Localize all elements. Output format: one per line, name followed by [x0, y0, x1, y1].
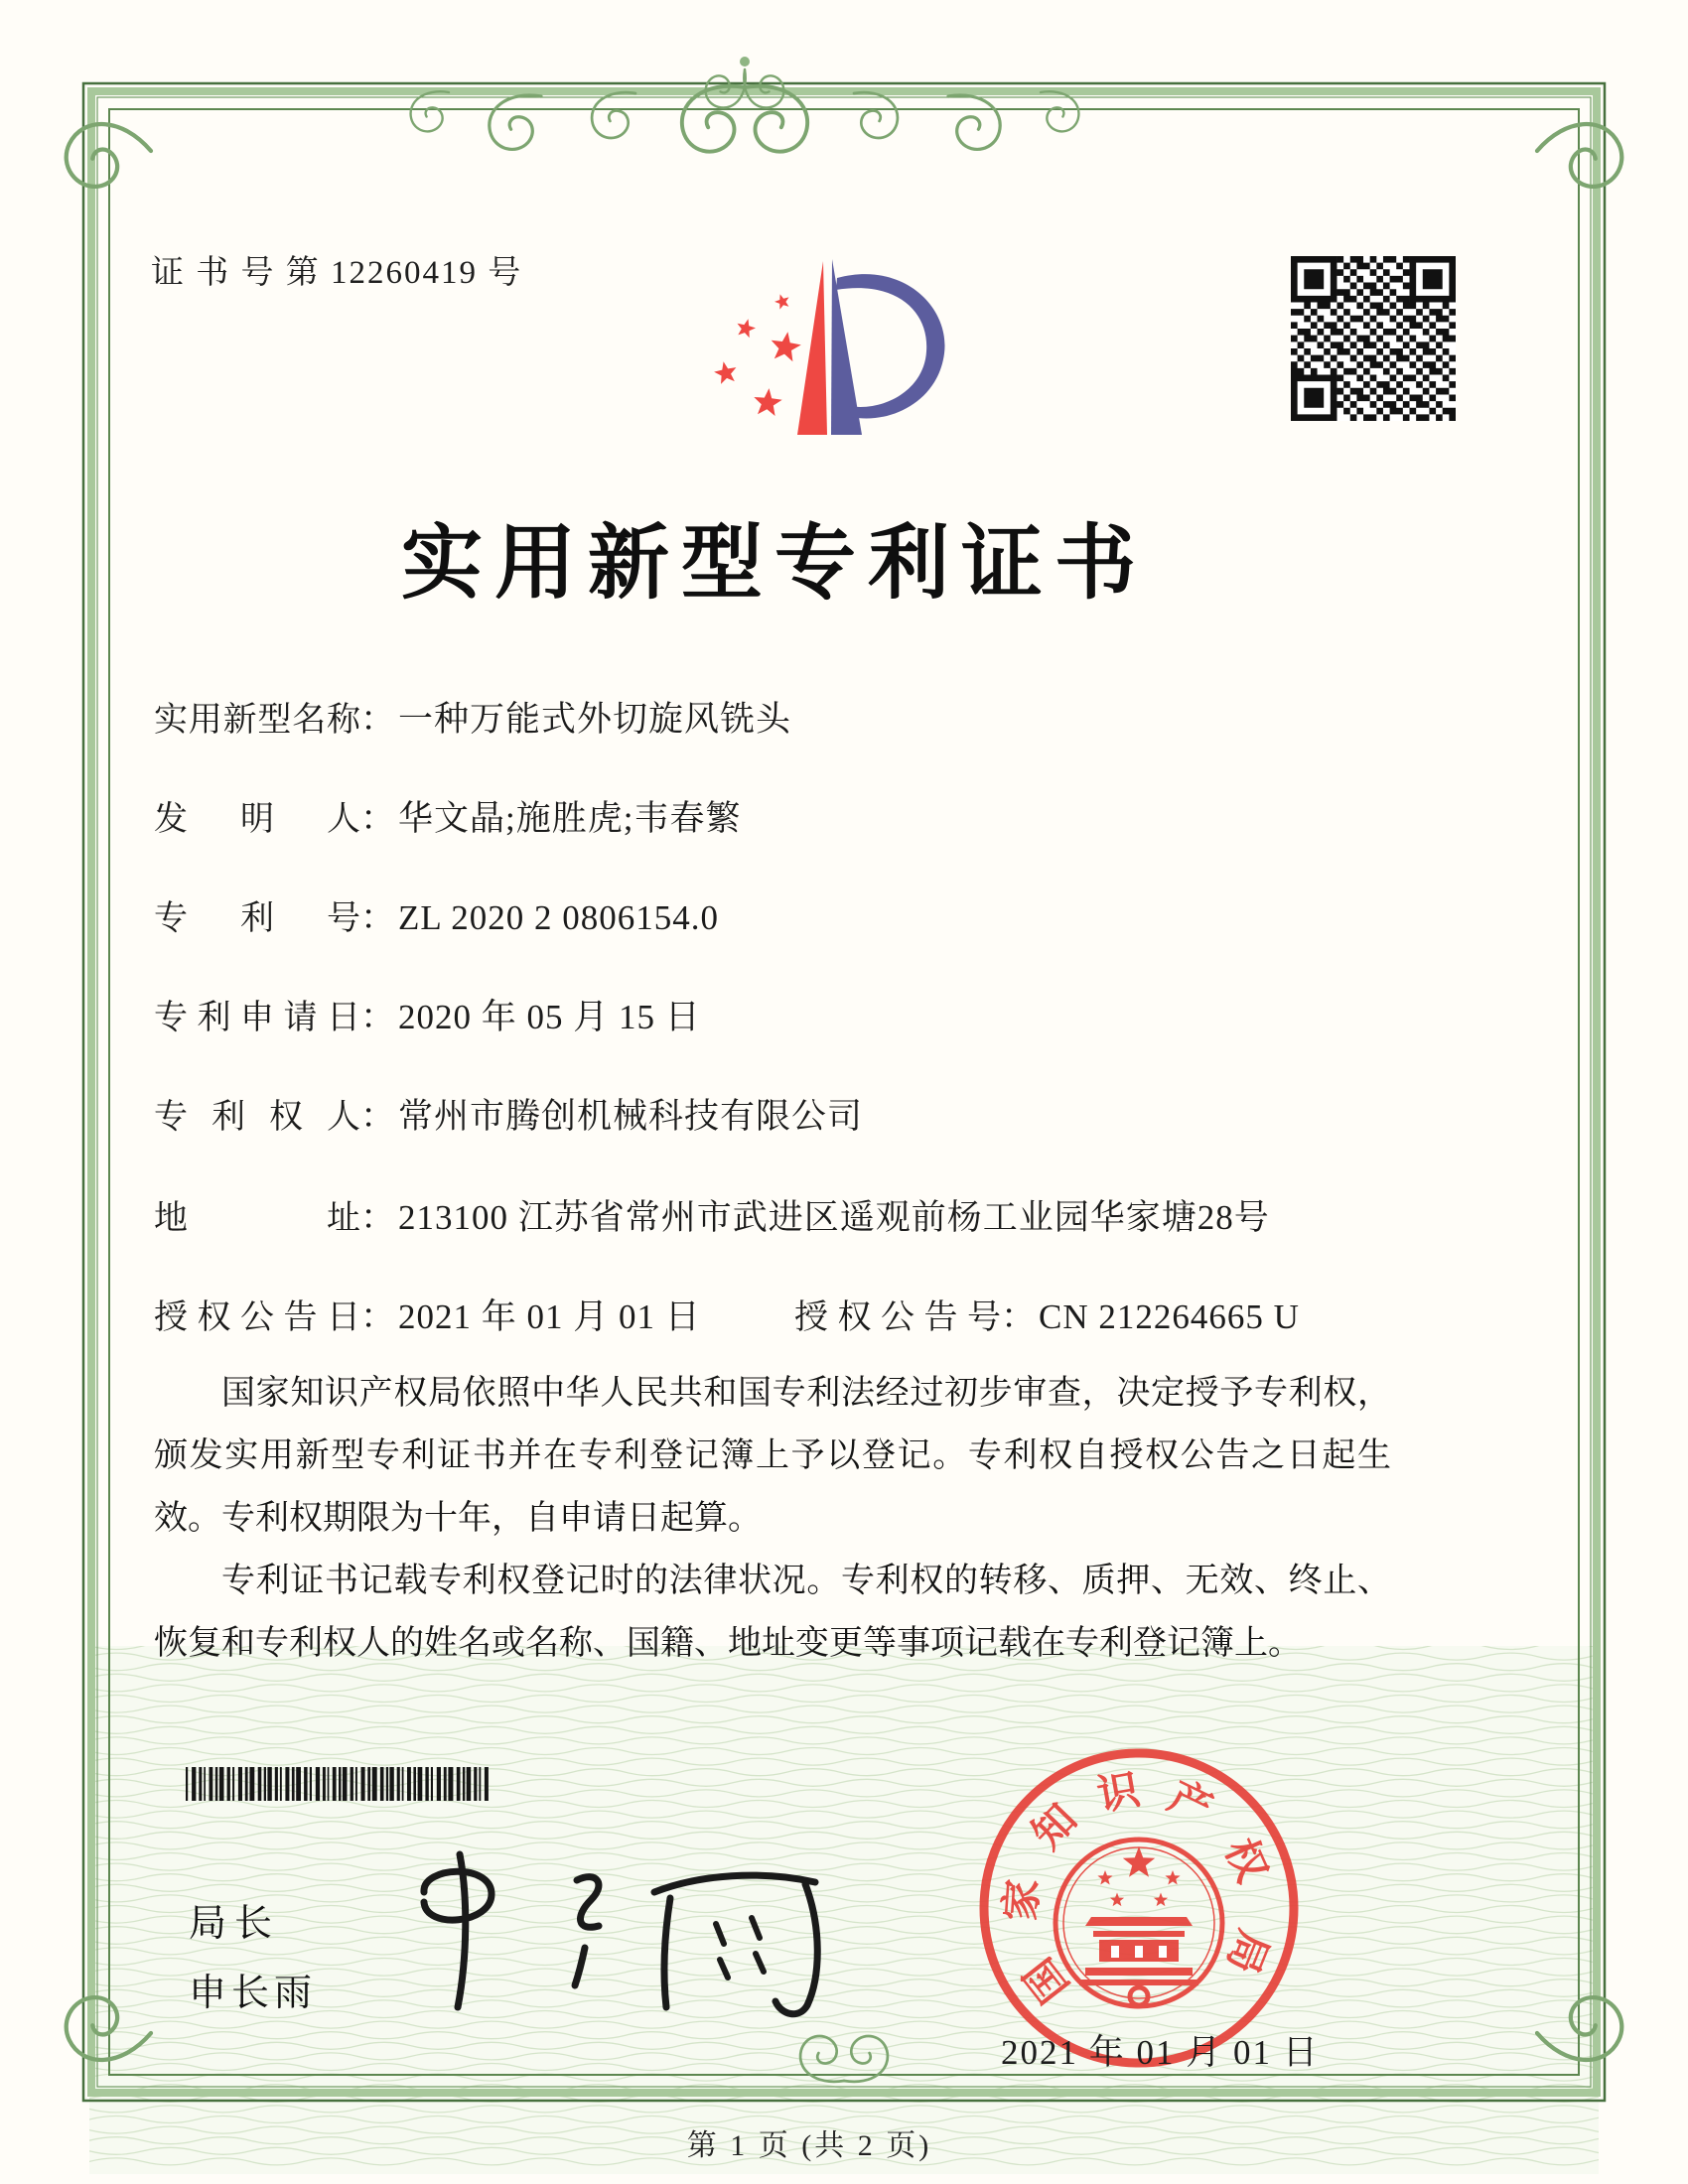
field-label: 专利权人 — [154, 1099, 360, 1136]
certificate-number: 证 书 号 第 12260419 号 — [151, 255, 523, 291]
field-colon: ： — [360, 799, 396, 838]
official-name: 申长雨 — [189, 1973, 318, 2014]
field-label: 授权公告号 — [794, 1299, 1001, 1336]
field-row-patentee — [154, 1089, 863, 1139]
field-value: 2021 年 01 月 01 日 — [398, 1297, 701, 1336]
field-row-grant-date — [154, 1290, 1300, 1339]
signature-image — [372, 1827, 839, 2020]
seal-char: 权 — [1215, 1832, 1275, 1889]
page-title: 实用新型专利证书 — [400, 518, 1148, 609]
cnipa-logo-icon — [680, 230, 978, 451]
field-label: 实用新型名称 — [154, 702, 360, 739]
field-colon: ： — [360, 700, 396, 739]
official-title: 局长 — [189, 1903, 281, 1945]
qr-code — [1291, 256, 1456, 421]
field-colon: ： — [360, 998, 396, 1036]
field-value: CN 212264665 U — [1039, 1297, 1300, 1336]
field-grant-number — [794, 1290, 1300, 1339]
field-value: 一种万能式外切旋风铣头 — [398, 700, 792, 739]
field-value: 华文晶;施胜虎;韦春繁 — [398, 799, 742, 838]
field-label: 授权公告日 — [154, 1299, 360, 1336]
field-colon: ： — [360, 1297, 396, 1336]
seal-char: 家 — [998, 1877, 1048, 1923]
field-row-inventors — [154, 791, 741, 841]
seal-char: 产 — [1161, 1773, 1219, 1834]
page-footer: 第 1 页 (共 2 页) — [686, 2129, 932, 2162]
seal-char: 知 — [1024, 1796, 1086, 1858]
field-label: 专利号 — [154, 900, 360, 937]
field-value: 常州市腾创机械科技有限公司 — [398, 1097, 864, 1136]
field-label: 专利申请日 — [154, 1000, 360, 1036]
legal-paragraph: 专利证书记载专利权登记时的法律状况。专利权的转移、质押、无效、终止、恢复和专利权人的姓名或名称、国籍、地址变更等事项记载在专利登记簿上。 — [154, 1563, 1391, 1662]
legal-text-block — [154, 1362, 1391, 1675]
field-label: 地址 — [154, 1200, 360, 1237]
field-row-filing-date — [154, 990, 701, 1039]
field-value: 2020 年 05 月 15 日 — [398, 998, 701, 1036]
field-colon: ： — [360, 898, 396, 937]
field-row-address — [154, 1190, 1270, 1240]
field-colon: ： — [1001, 1297, 1037, 1336]
legal-paragraph: 国家知识产权局依照中华人民共和国专利法经过初步审查，决定授予专利权，颁发实用新型专利证书并在专利登记簿上予以登记。专利权自授权公告之日起生效。专利权期限为十年，自申请日起算。 — [154, 1375, 1391, 1537]
field-row-name — [154, 692, 791, 742]
barcode — [186, 1767, 492, 1801]
field-row-patent-number — [154, 890, 719, 940]
national-emblem-icon — [1055, 1840, 1222, 2006]
seal-char: 局 — [1217, 1923, 1276, 1979]
field-colon: ： — [360, 1097, 396, 1136]
seal-char: 国 — [1016, 1949, 1078, 2010]
seal-char: 识 — [1094, 1767, 1144, 1821]
field-value: 213100 江苏省常州市武进区遥观前杨工业园华家塘28号 — [398, 1198, 1270, 1237]
field-colon: ： — [360, 1198, 396, 1237]
seal-date: 2021 年 01 月 01 日 — [1001, 2033, 1320, 2072]
field-label: 发明人 — [154, 801, 360, 838]
field-value: ZL 2020 2 0806154.0 — [398, 898, 719, 937]
frame-ornament-top — [411, 57, 1079, 152]
